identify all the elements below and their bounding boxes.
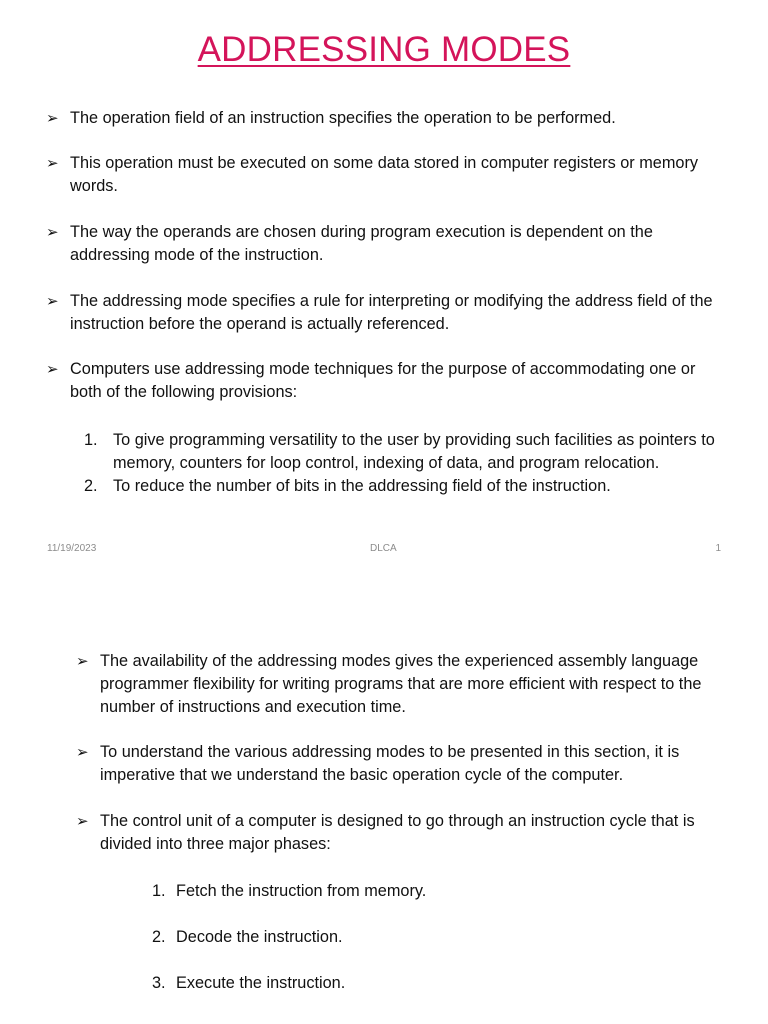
list-item: 3. Execute the instruction.: [152, 972, 652, 995]
bullet-list: [46, 107, 726, 404]
list-item: ➢ The availability of the addressing modes gives the experienced assembly language programmer flexibility for writing programs that are more efficient with respect to the number of instructions and execution time.: [76, 652, 702, 716]
arrowhead-bullet-icon: ➢: [46, 361, 59, 378]
arrowhead-bullet-icon: ➢: [46, 293, 59, 310]
list-number: 3.: [152, 974, 166, 992]
phases-list: [152, 880, 652, 995]
list-item: 2. To reduce the number of bits in the addressing field of the instruction.: [84, 475, 726, 498]
arrowhead-bullet-icon: ➢: [46, 155, 59, 172]
list-number: 2.: [84, 477, 98, 495]
slide-2: [0, 560, 768, 1024]
list-item: 2. Decode the instruction.: [152, 926, 652, 949]
footer-page-number: 1: [715, 543, 721, 554]
list-item: ➢ The operation field of an instruction specifies the operation to be performed.: [46, 107, 726, 130]
provisions-list: [84, 429, 726, 498]
list-item: ➢ The way the operands are chosen during program execution is dependent on the addressing mode of the instruction.: [46, 223, 653, 264]
list-number: 1.: [152, 882, 166, 900]
list-item: 1. Fetch the instruction from memory.: [152, 880, 652, 903]
list-number: 2.: [152, 928, 166, 946]
list-item: ➢ Computers use addressing mode techniques for the purpose of accommodating one or both of the following provisions:: [46, 360, 696, 401]
bullet-list: [76, 650, 716, 856]
list-item: ➢ This operation must be executed on some data stored in computer registers or memory words.: [46, 154, 699, 195]
list-item: ➢ The control unit of a computer is designed to go through an instruction cycle that is divided into three major phases:: [76, 812, 695, 853]
footer-title: DLCA: [370, 543, 397, 554]
arrowhead-bullet-icon: ➢: [76, 813, 89, 830]
list-number: 1.: [84, 431, 98, 449]
footer-date: 11/19/2023: [47, 543, 97, 554]
arrowhead-bullet-icon: ➢: [76, 653, 89, 670]
list-item: ➢ The addressing mode specifies a rule for interpreting or modifying the address field of the instruction before the operand is actually referenced.: [46, 292, 713, 333]
page-title: ADDRESSING MODES: [197, 30, 571, 69]
arrowhead-bullet-icon: ➢: [46, 110, 59, 127]
arrowhead-bullet-icon: ➢: [76, 744, 89, 761]
list-item: 1. To give programming versatility to the user by providing such facilities as pointers to memory, counters for loop control, indexing of data, and program relocation.: [84, 431, 715, 472]
list-item: ➢ To understand the various addressing modes to be presented in this section, it is imperative that we understand the basic operation cycle of the computer.: [76, 743, 680, 784]
arrowhead-bullet-icon: ➢: [46, 224, 59, 241]
